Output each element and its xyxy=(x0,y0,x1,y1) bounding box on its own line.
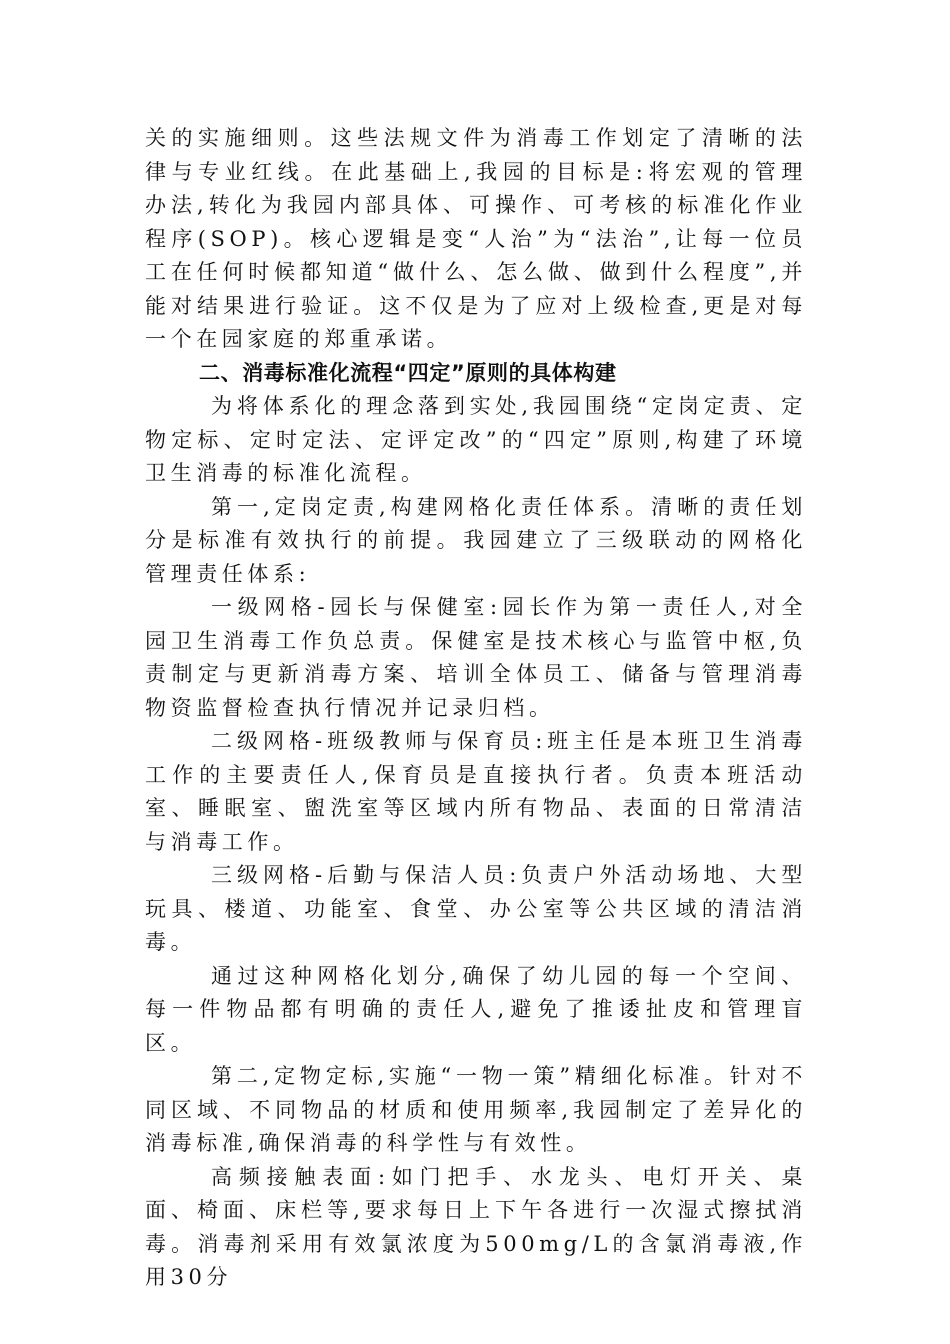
paragraph-high-frequency-surfaces: 高频接触表面:如门把手、水龙头、电灯开关、桌面、椅面、床栏等,要求每日上下午各进行一次湿式擦拭消毒。消毒剂采用有效氯浓度为500mg/L的含氯消毒液,作用30分 xyxy=(145,1164,807,1289)
paragraph-regulations: 关的实施细则。这些法规文件为消毒工作划定了清晰的法律与专业红线。在此基础上,我园的目标是:将宏观的管理办法,转化为我园内部具体、可操作、可考核的标准化作业程序(SOP)。核心逻辑是变“人治”为“法治”,让每一位员工在任何时候都知道“做什么、怎么做、做到什么程度”,并能对结果进行验证。这不仅是为了应对上级检查,更是对每一个在园家庭的郑重承诺。 xyxy=(145,126,807,351)
paragraph-four-principles-intro: 为将体系化的理念落到实处,我园围绕“定岗定责、定物定标、定时定法、定评定改”的“四定”原则,构建了环境卫生消毒的标准化流程。 xyxy=(145,394,807,485)
paragraph-grid-level-3: 三级网格-后勤与保洁人员:负责户外活动场地、大型玩具、楼道、功能室、食堂、办公室等公共区域的清洁消毒。 xyxy=(145,863,807,954)
document-page xyxy=(145,122,807,1295)
paragraph-second-principle: 第二,定物定标,实施“一物一策”精细化标准。针对不同区域、不同物品的材质和使用频率,我园制定了差异化的消毒标准,确保消毒的科学性与有效性。 xyxy=(145,1064,807,1155)
paragraph-grid-level-1: 一级网格-园长与保健室:园长作为第一责任人,对全园卫生消毒工作负总责。保健室是技术核心与监管中枢,负责制定与更新消毒方案、培训全体员工、储备与管理消毒物资监督检查执行情况并记录归档。 xyxy=(145,595,807,720)
paragraph-grid-level-2: 二级网格-班级教师与保育员:班主任是本班卫生消毒工作的主要责任人,保育员是直接执行者。负责本班活动室、睡眠室、盥洗室等区域内所有物品、表面的日常清洁与消毒工作。 xyxy=(145,729,807,854)
section-heading: 二、消毒标准化流程“四定”原则的具体构建 xyxy=(199,360,617,385)
paragraph-grid-summary: 通过这种网格化划分,确保了幼儿园的每一个空间、每一件物品都有明确的责任人,避免了推诿扯皮和管理盲区。 xyxy=(145,963,807,1055)
paragraph-first-principle: 第一,定岗定责,构建网格化责任体系。清晰的责任划分是标准有效执行的前提。我园建立了三级联动的网格化管理责任体系: xyxy=(145,494,807,586)
